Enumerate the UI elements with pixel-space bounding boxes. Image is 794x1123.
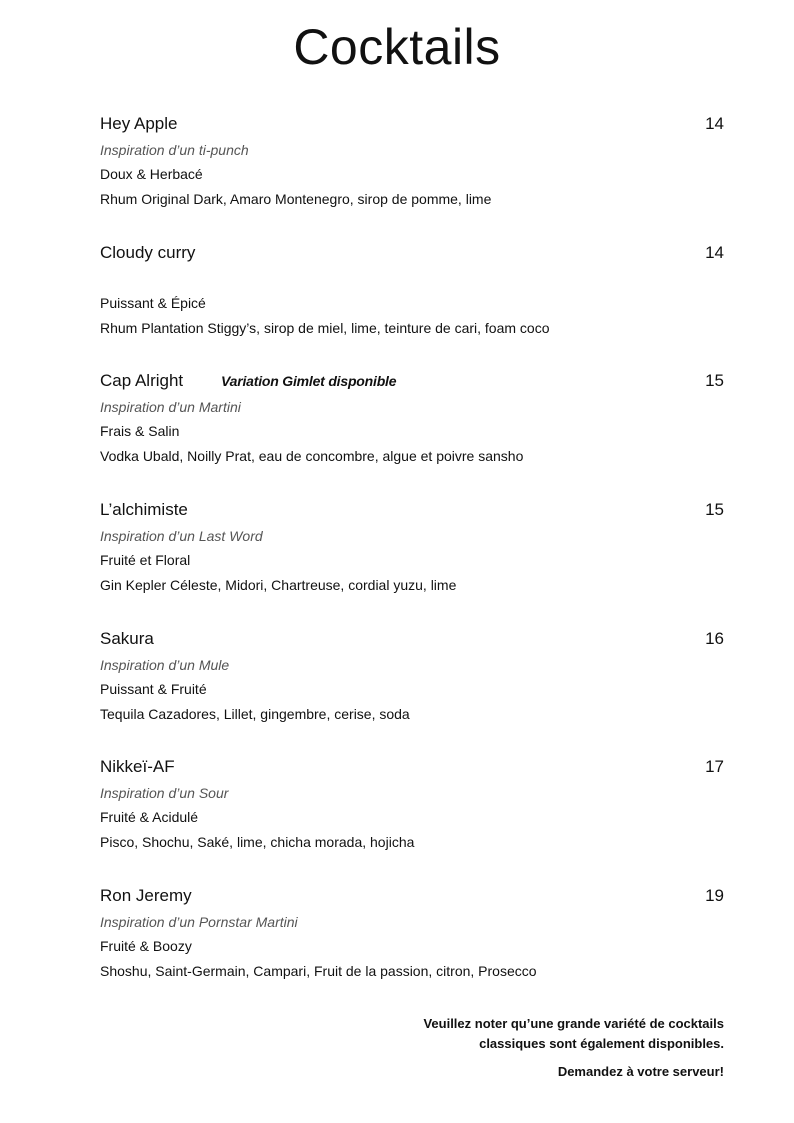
- cocktail-name: Nikkeï-AF: [100, 757, 175, 777]
- cocktail-profile: Doux & Herbacé: [100, 166, 203, 182]
- cocktail-price: 17: [705, 757, 724, 777]
- cocktail-variation-note: Variation Gimlet disponible: [221, 373, 397, 390]
- cocktail-name: Cloudy curry: [100, 242, 196, 262]
- cocktail-profile: Puissant & Épicé: [100, 294, 206, 311]
- cocktail-price: 19: [705, 886, 724, 906]
- cocktail-profile: Fruité et Floral: [100, 552, 191, 569]
- cocktail-ingredients: Gin Kepler Céleste, Midori, Chartreuse, cordial yuzu, lime: [100, 577, 457, 594]
- cocktail-item: [100, 884, 724, 1013]
- cocktail-item: [100, 627, 724, 756]
- footer-line: Veuillez noter qu’une grande variété de cocktails: [423, 1016, 724, 1031]
- cocktail-profile: Puissant & Fruité: [100, 680, 207, 697]
- cocktail-item: [100, 112, 724, 241]
- cocktail-inspiration: Inspiration d’un ti-punch: [100, 142, 249, 158]
- cocktail-profile: Fruité & Acidulé: [100, 809, 199, 826]
- cocktail-inspiration: Inspiration d’un Last Word: [100, 528, 263, 545]
- cocktail-price: 15: [705, 500, 724, 520]
- page-title: Cocktails: [293, 19, 501, 75]
- cocktail-inspiration: Inspiration d’un Martini: [100, 399, 241, 416]
- cocktail-inspiration: Inspiration d’un Sour: [100, 785, 229, 802]
- cocktail-ingredients: Rhum Plantation Stiggy’s, sirop de miel, lime, teinture de cari, foam coco: [100, 319, 550, 336]
- cocktail-ingredients: Shoshu, Saint-Germain, Campari, Fruit de la passion, citron, Prosecco: [100, 963, 537, 980]
- footer-call-to-action: Demandez à votre serveur!: [557, 1064, 724, 1079]
- cocktail-item: [100, 498, 724, 627]
- cocktail-ingredients: Vodka Ubald, Noilly Prat, eau de concombre, algue et poivre sansho: [100, 448, 524, 465]
- cocktail-name: L’alchimiste: [100, 500, 188, 520]
- cocktail-inspiration: [100, 267, 724, 291]
- cocktail-inspiration: Inspiration d’un Pornstar Martini: [100, 914, 298, 931]
- cocktail-profile: Frais & Salin: [100, 423, 180, 440]
- cocktail-item: [100, 755, 724, 884]
- cocktail-ingredients: Rhum Original Dark, Amaro Montenegro, sirop de pomme, lime: [100, 191, 492, 207]
- cocktail-price: 16: [705, 628, 724, 648]
- cocktail-ingredients: Tequila Cazadores, Lillet, gingembre, cerise, soda: [100, 705, 410, 722]
- cocktail-name: Sakura: [100, 628, 154, 648]
- cocktail-item: [100, 369, 724, 498]
- cocktail-item: [100, 241, 724, 370]
- cocktail-list: [100, 112, 724, 1013]
- cocktail-price: 14: [705, 242, 724, 262]
- cocktail-inspiration: Inspiration d’un Mule: [100, 656, 230, 673]
- cocktail-ingredients: Pisco, Shochu, Saké, lime, chicha morada, hojicha: [100, 834, 415, 851]
- cocktail-name: Cap Alright: [100, 371, 184, 391]
- cocktail-price: 14: [705, 114, 724, 133]
- footer-note: [423, 1014, 724, 1082]
- footer-line: classiques sont également disponibles.: [479, 1036, 724, 1051]
- cocktail-name: Hey Apple: [100, 114, 178, 133]
- cocktail-profile: Fruité & Boozy: [100, 938, 192, 955]
- cocktail-price: 15: [705, 371, 724, 391]
- cocktail-name: Ron Jeremy: [100, 886, 192, 906]
